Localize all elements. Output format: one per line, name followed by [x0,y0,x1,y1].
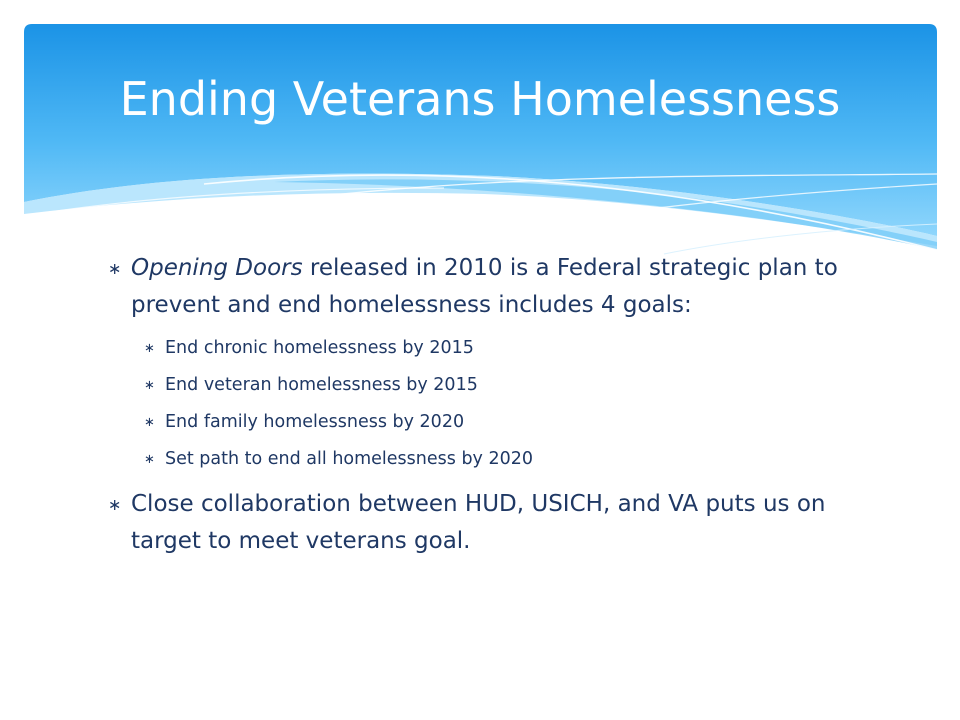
opening-doors-text: released in 2010 is a Federal strategic plan to prevent and end homelessness includes 4 goals: [131,255,838,318]
sub-item-text: End veteran homelessness by 2015 [165,375,478,395]
sub-item-chronic [104,330,864,367]
banner-wave-graphic [24,24,937,274]
bullet-list [104,250,864,560]
sub-item-text: Set path to end all homelessness by 2020 [165,449,534,469]
sub-bullet-star-icon: ∗ [144,341,155,356]
bullet-opening-doors [104,250,864,324]
bullet-star-icon: ∗ [108,259,122,278]
title-banner [24,24,937,274]
sub-bullet-star-icon: ∗ [144,378,155,393]
sub-item-veteran [104,367,864,404]
bullet-collaboration [104,486,864,560]
bullet-star-icon: ∗ [108,495,122,514]
sub-item-text: End chronic homelessness by 2015 [165,338,474,358]
collaboration-text: Close collaboration between HUD, USICH, and VA puts us on target to meet veterans goal. [131,491,826,554]
sub-item-text: End family homelessness by 2020 [165,412,465,432]
goals-sub-list [104,330,864,478]
sub-item-all [104,441,864,478]
opening-doors-emphasis: Opening Doors [131,255,303,281]
sub-bullet-star-icon: ∗ [144,415,155,430]
sub-item-family [104,404,864,441]
sub-bullet-star-icon: ∗ [144,452,155,467]
slide-title: Ending Veterans Homelessness [119,72,841,126]
